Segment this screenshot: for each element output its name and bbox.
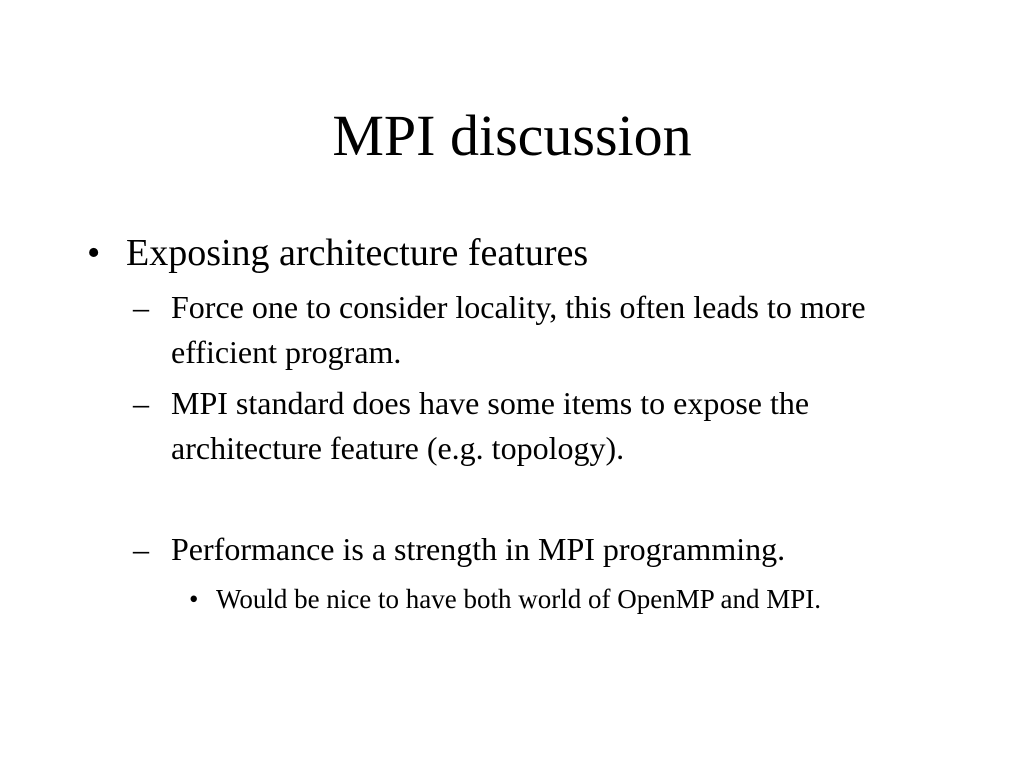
dash-marker: – <box>133 289 149 325</box>
slide-title: MPI discussion <box>332 103 692 168</box>
sub-sub-bullet-text: Would be nice to have both world of OpenMP and MPI. <box>216 584 821 614</box>
sub-bullet-text: Force one to consider locality, this often leads to more efficient program. <box>171 289 866 370</box>
sub-bullet-text: MPI standard does have some items to expose the architecture feature (e.g. topology). <box>171 385 810 466</box>
bullet-text: Exposing architecture features <box>126 232 589 274</box>
bullet-marker: • <box>87 232 101 274</box>
bullet-marker: • <box>189 584 199 614</box>
dash-marker: – <box>133 531 149 567</box>
sub-bullet-text: Performance is a strength in MPI programming. <box>171 531 786 567</box>
dash-marker: – <box>133 385 149 421</box>
